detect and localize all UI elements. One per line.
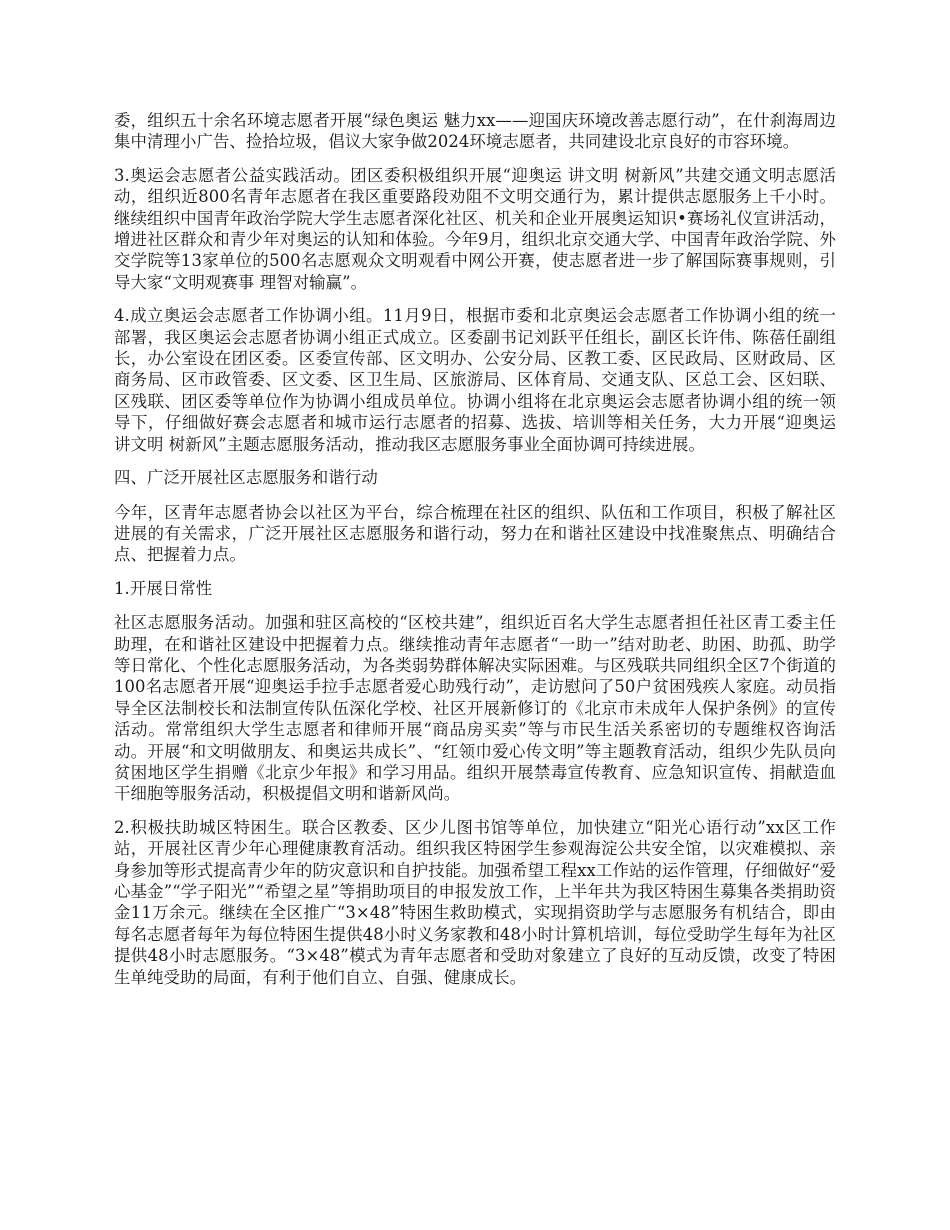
paragraph-support-students: 2.积极扶助城区特困生。联合区教委、区少儿图书馆等单位，加快建立“阳光心语行动”xx区工作站，开展社区青少年心理健康教育活动。组织我区特困学生参观海淀公共安全馆，以灾难模拟、亲身参加等形式提高青少年的防灾意识和自护技能。加强希望工程xx工作站的运作管理，仔细做好“爱心基金”“学子阳光”“希望之星”等捐助项目的申报发放工作，上半年共为我区特困生募集各类捐助资金11万余元。继续在全区推广“3×48”特困生救助模式，实现捐资助学与志愿服务有机结合，即由每名志愿者每年为每位特困生提供48小时义务家教和48小时计算机培训，每位受助学生每年为社区提供48小时志愿服务。“3×48”模式为青年志愿者和受助对象建立了良好的互动反馈，改变了特困生单纯受助的局面，有利于他们自立、自强、健康成长。 <box>114 817 836 987</box>
paragraph-community-intro: 今年，区青年志愿者协会以社区为平台，综合梳理在社区的组织、队伍和工作项目，积极了解社区进展的有关需求，广泛开展社区志愿服务和谐行动，努力在和谐社区建设中找准聚焦点、明确结合点、把握着力点。 <box>114 502 836 565</box>
paragraph-coordination-group: 4.成立奥运会志愿者工作协调小组。11月9日，根据市委和北京奥运会志愿者工作协调小组的统一部署，我区奥运会志愿者协调小组正式成立。区委副书记刘跃平任组长，副区长许伟、陈蓓任副组长，办公室设在团区委。区委宣传部、区文明办、公安分局、区教工委、区民政局、区财政局、区商务局、区市政管委、区文委、区卫生局、区旅游局、区体育局、交通支队、区总工会、区妇联、区残联、团区委等单位作为协调小组成员单位。协调小组将在北京奥运会志愿者协调小组的统一领导下，仔细做好赛会志愿者和城市运行志愿者的招募、选拔、培训等相关任务，大力开展“迎奥运 讲文明 树新风”主题志愿服务活动，推动我区志愿服务事业全面协调可持续进展。 <box>114 306 836 454</box>
paragraph-olympic-public-welfare: 3.奥运会志愿者公益实践活动。团区委积极组织开展“迎奥运 讲文明 树新风”共建交通文明志愿活动，组织近800名青年志愿者在我区重要路段劝阻不文明交通行为，累计提供志愿服务上千小时。继续组织中国青年政治学院大学生志愿者深化社区、机关和企业开展奥运知识•赛场礼仪宣讲活动，增进社区群众和青少年对奥运的认知和体验。今年9月，组织北京交通大学、中国青年政治学院、外交学院等13家单位的500名志愿观众文明观看中网公开赛，使志愿者进一步了解国际赛事规则，引导大家“文明观赛事 理智对输赢”。 <box>114 165 836 292</box>
paragraph-community-activities: 社区志愿服务活动。加强和驻区高校的“区校共建”，组织近百名大学生志愿者担任社区青工委主任助理，在和谐社区建设中把握着力点。继续推动青年志愿者“一助一”结对助老、助困、助孤、助学等日常化、个性化志愿服务活动，为各类弱势群体解决实际困难。与区残联共同组织全区7个街道的100名志愿者开展“迎奥运手拉手志愿者爱心助残行动”，走访慰问了50户贫困残疾人家庭。动员指导全区法制校长和法制宣传队伍深化学校、社区开展新修订的《北京市未成年人保护条例》的宣传活动。常常组织大学生志愿者和律师开展“商品房买卖”等与市民生活关系密切的专题维权咨询活动。开展“和文明做朋友、和奥运共成长”、“红领巾爱心传文明”等主题教育活动，组织少先队员向贫困地区学生捐赠《北京少年报》和学习用品。组织开展禁毒宣传教育、应急知识宣传、捐献造血干细胞等服务活动，积极提倡文明和谐新风尚。 <box>114 613 836 804</box>
subheading-daily-activities: 1.开展日常性 <box>114 578 213 598</box>
section-heading-community-service: 四、广泛开展社区志愿服务和谐行动 <box>114 468 378 488</box>
document-body <box>114 110 836 1000</box>
paragraph-environment-volunteers: 委，组织五十余名环境志愿者开展“绿色奥运 魅力xx——迎国庆环境改善志愿行动”，在什刹海周边集中清理小广告、捡拾垃圾，倡议大家争做2024环境志愿者，共同建设北京良好的市容环境。 <box>114 111 836 152</box>
